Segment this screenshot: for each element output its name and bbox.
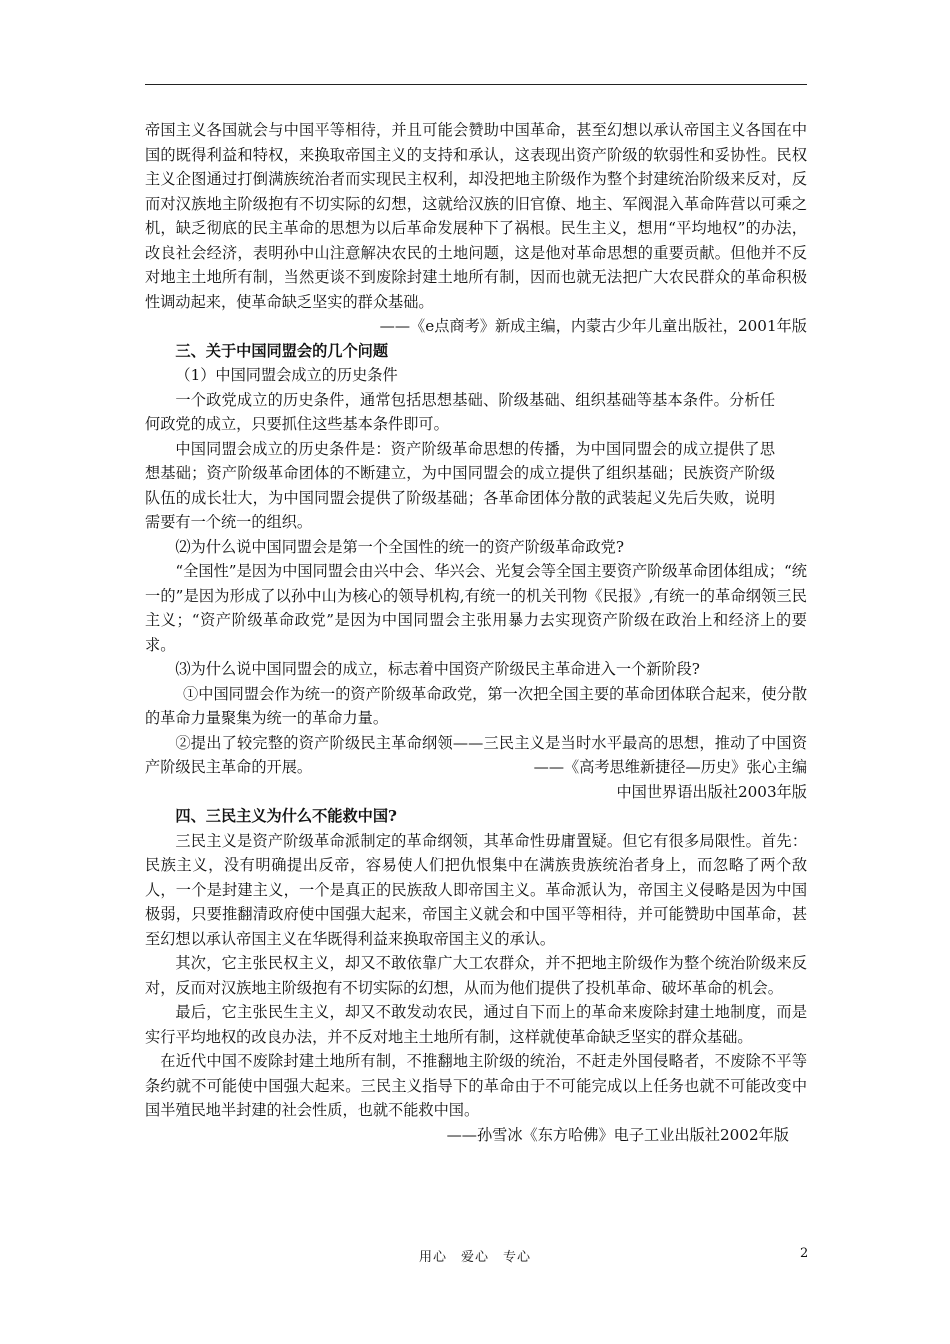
source-citation: ——孙雪冰《东方哈佛》电子工业出版社2002年版 (446, 1125, 789, 1144)
paragraph: 帝国主义各国就会与中国平等相待，并且可能会赞助中国革命，甚至幻想以承认帝国主义各国在中国的既得利益和特权，来换取帝国主义的支持和承认，这表现出资产阶级的软弱性和妥协性。民权主义企图通过打倒满族统治者而实现民主权利，却没把地主阶级作为整个封建统治阶级来反对，反而对汉族地主阶级抱有不切实际的幻想，这就给汉族的旧官僚、地主、军阀混入革命阵营以可乘之机，缺乏彻底的民主革命的思想为以后革命发展种下了祸根。民生主义，想用“平均地权”的办法，改良社会经济，表明孙中山注意解决农民的土地问题，这是他对革命思想的重要贡献。但他并不反对地主土地所有制，当然更谈不到废除封建土地所有制，因而也就无法把广大农民群众的革命积极性调动起来，使革命缺乏坚实的群众基础。 (145, 121, 807, 311)
paragraph: 中国同盟会成立的历史条件是：资产阶级革命思想的传播，为中国同盟会的成立提供了思想基础；资产阶级革命团体的不断建立，为中国同盟会的成立提供了组织基础；民族资产阶级队伍的成长壮大，为中国同盟会提供了阶级基础；各革命团体分散的武装起义先后失败，说明需要有一个统一的组织。 (145, 439, 775, 531)
section-heading: 三、关于中国同盟会的几个问题 (175, 341, 389, 360)
header-rule (145, 84, 807, 85)
paragraph: 在近代中国不废除封建土地所有制，不推翻地主阶级的统治，不赶走外国侵略者，不废除不平等条约就不可能使中国强大起来。三民主义指导下的革命由于不可能完成以上任务也就不可能改变中国半殖民地半封建的社会性质，也就不能救中国。 (145, 1052, 807, 1119)
subsection-heading: ⑶为什么说中国同盟会的成立，标志着中国资产阶级民主革命进入一个新阶段? (175, 660, 700, 678)
paragraph: ①中国同盟会作为统一的资产阶级革命政党，第一次把全国主要的革命团体联合起来，使分散的革命力量聚集为统一的革命力量。 (145, 684, 807, 727)
paragraph: “全国性”是因为中国同盟会由兴中会、华兴会、光复会等全国主要资产阶级革命团体组成；“统一的”是因为形成了以孙中山为核心的领导机构,有统一的机关刊物《民报》,有统一的革命纲领三民主义；“资产阶级革命政党”是因为中国同盟会主张用暴力去实现资产阶级在政治上和经济上的要求。 (145, 562, 807, 654)
paragraph: 最后，它主张民生主义，却又不敢发动农民，通过自下而上的革命来废除封建土地制度，而是实行平均地权的改良办法，并不反对地主土地所有制，这样就使革命缺乏坚实的群众基础。 (145, 1003, 807, 1046)
paragraph: ②提出了较完整的资产阶级民主革命纲领——三民主义是当时水平最高的思想，推动了中国资产阶级民主革命的开展。 (145, 733, 807, 776)
paragraph: 一个政党成立的历史条件，通常包括思想基础、阶级基础、组织基础等基本条件。分析任何政党的成立，只要抓住这些基本条件即可。 (145, 390, 775, 433)
source-citation: ——《高考思维新捷径—历史》张心主编 (533, 758, 807, 776)
section-heading: 四、三民主义为什么不能救中国? (175, 807, 397, 825)
subsection-heading: ⑵为什么说中国同盟会是第一个全国性的统一的资产阶级革命政党? (175, 537, 624, 556)
paragraph: 其次，它主张民权主义，却又不敢依靠广大工农群众，并不把地主阶级作为整个统治阶级来反对，反而对汉族地主阶级抱有不切实际的幻想，从而为他们提供了投机革命、破坏革命的机会。 (145, 954, 807, 997)
source-citation: ——《e点商考》新成主编，内蒙古少年儿童出版社，2001年版 (379, 317, 807, 335)
footer-motto: 用心 爱心 专心 (418, 1250, 531, 1265)
source-publisher: 中国世界语出版社2003年版 (616, 782, 807, 801)
subsection-heading: （1）中国同盟会成立的历史条件 (175, 366, 398, 384)
page-number: 2 (800, 1246, 809, 1261)
paragraph: 三民主义是资产阶级革命派制定的革命纲领，其革命性毋庸置疑。但它有很多局限性。首先：民族主义，没有明确提出反帝，容易使人们把仇恨集中在满族贵族统治者身上，而忽略了两个敌人，一个是封建主义，一个是真正的民族敌人即帝国主义。革命派认为，帝国主义侵略是因为中国极弱，只要推翻清政府使中国强大起来，帝国主义就会和中国平等相待，并可能赞助中国革命，甚至幻想以承认帝国主义在华既得利益来换取帝国主义的承认。 (145, 831, 807, 948)
page-body (145, 118, 807, 1147)
